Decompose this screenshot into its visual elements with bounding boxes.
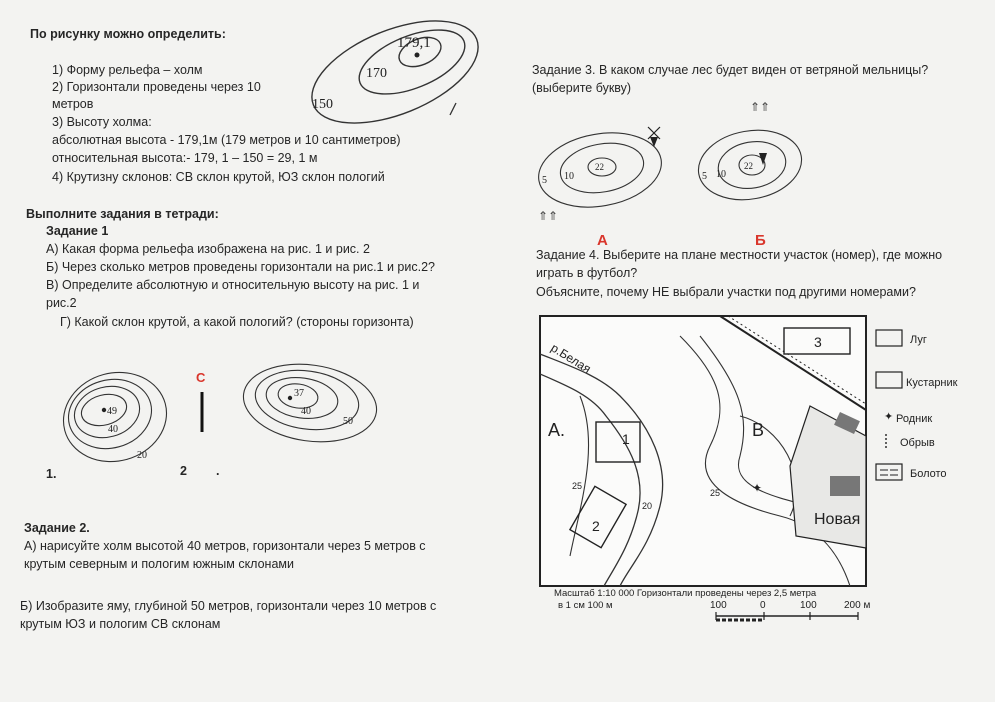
- scale-tick: 100: [710, 600, 727, 611]
- legend-item: Родник: [896, 413, 933, 425]
- task1-item: А) Какая форма рельефа изображена на рис. 1 и рис. 2: [46, 242, 370, 256]
- fig1-number: 1.: [46, 467, 57, 481]
- scale-tick: 200 м: [844, 600, 871, 611]
- fig1-base: 20: [137, 450, 147, 461]
- hill-top-label: 179,1: [397, 35, 431, 51]
- legend-item: Луг: [910, 334, 927, 346]
- intro-item: 4) Крутизну склонов: СВ склон крутой, ЮЗ склон пологий: [52, 170, 385, 184]
- figure-a: [533, 124, 668, 223]
- notebook-title: Выполните задания в тетради:: [26, 207, 219, 221]
- hill-mid-label: 170: [366, 66, 387, 81]
- option-b-label: Б: [755, 232, 766, 249]
- fig2-top: 37: [294, 388, 304, 399]
- task2-a-line: крутым северным и пологим южным склонами: [24, 557, 294, 571]
- intro-item: метров: [52, 97, 94, 111]
- forest-icon: ⇑⇑: [538, 209, 559, 223]
- plot-2-number: 2: [592, 518, 600, 534]
- meadow-legend-icon: [876, 330, 902, 346]
- stray-dot: .: [216, 464, 220, 478]
- fig-b-outer-label: 5: [702, 171, 707, 182]
- task1-item: рис.2: [46, 296, 77, 310]
- contour-label: 25: [710, 488, 721, 498]
- intro-item: 2) Горизонтали проведены через 10: [52, 80, 261, 94]
- task3-figures: [530, 95, 800, 250]
- task4-line: Объясните, почему НЕ выбрали участки под другими номерами?: [536, 285, 916, 299]
- fig-a-mid-label: 10: [564, 171, 574, 182]
- task2-title: Задание 2.: [24, 521, 90, 535]
- task4-line: Задание 4. Выберите на плане местности участок (номер), где можно: [536, 248, 943, 262]
- figure-b: [693, 100, 807, 208]
- fig-a-outer-label: 5: [542, 175, 547, 186]
- task2-b-line: крутым ЮЗ и пологим СВ склонам: [20, 617, 221, 631]
- intro-item: относительная высота:- 179, 1 – 150 = 29, 1 м: [52, 151, 318, 165]
- village-label: Новая: [814, 511, 861, 528]
- legend-item: Обрыв: [900, 437, 935, 449]
- windmill-icon: [759, 153, 767, 165]
- terrain-map: [540, 316, 968, 630]
- plot-1-number: 1: [622, 431, 630, 447]
- intro-item: абсолютная высота - 179,1м (179 метров и 10 сантиметров): [52, 133, 401, 147]
- fig-b-top-label: 22: [744, 161, 753, 171]
- intro-item: 1) Форму рельефа – холм: [52, 63, 203, 77]
- fig1-mid: 40: [108, 424, 118, 435]
- task2-b-line: Б) Изобразите яму, глубиной 50 метров, горизонтали через 10 метров с: [20, 599, 437, 613]
- task3-line: (выберите букву): [532, 81, 632, 95]
- task4-line: играть в футбол?: [536, 266, 638, 280]
- intro-item: 3) Высоту холма:: [52, 115, 152, 129]
- river-label: р.Белая: [548, 340, 594, 377]
- fig1-top: 49: [107, 406, 117, 417]
- hill-base-label: 150: [312, 97, 333, 112]
- fig2-base: 50: [343, 416, 353, 427]
- figure-1-contours: [60, 370, 180, 480]
- intro-title: По рисунку можно определить:: [30, 27, 226, 41]
- scale-line: в 1 см 100 м: [558, 600, 613, 611]
- legend-item: Кустарник: [906, 377, 958, 389]
- scale-tick: 0: [760, 600, 766, 611]
- fig2-number: 2: [180, 464, 187, 478]
- hill-diagram: [300, 22, 490, 122]
- fig-b-mid-label: 10: [716, 169, 726, 180]
- shrub-legend-icon: [876, 372, 902, 388]
- task1-item: В) Определите абсолютную и относительную высоту на рис. 1 и: [46, 278, 420, 292]
- spring-legend-icon: ✦: [884, 411, 894, 423]
- fig2-mid: 40: [301, 406, 311, 417]
- figure-2-contours: [240, 360, 390, 450]
- fig-a-top-label: 22: [595, 162, 604, 172]
- task3-line: Задание 3. В каком случае лес будет виден от ветряной мельницы?: [532, 63, 929, 77]
- map-legend: [876, 330, 958, 480]
- spring-icon: ✦: [752, 481, 763, 495]
- option-a-label: А: [597, 232, 608, 249]
- legend-item: Болото: [910, 468, 947, 480]
- north-arrow-icon: [192, 370, 222, 440]
- task1-title: Задание 1: [46, 224, 109, 238]
- contour-label: 20: [642, 501, 653, 511]
- swamp-legend-icon: [876, 464, 902, 480]
- plot-3-number: 3: [814, 334, 822, 350]
- task2-a-line: А) нарисуйте холм высотой 40 метров, горизонтали через 5 метров с: [24, 539, 426, 553]
- task1-item: Б) Через сколько метров проведены горизонтали на рис.1 и рис.2?: [46, 260, 435, 274]
- forest-icon: ⇑⇑: [750, 100, 771, 114]
- point-b-label: В: [752, 420, 765, 440]
- task1-item: Г) Какой склон крутой, а какой пологий? (стороны горизонта): [60, 315, 414, 329]
- point-a-label: А.: [548, 420, 566, 440]
- windmill-icon: [650, 137, 658, 147]
- scale-tick: 100: [800, 600, 817, 611]
- compass-letter: С: [196, 370, 206, 385]
- scale-line: Масштаб 1:10 000 Горизонтали проведены через 2,5 метра: [554, 588, 817, 599]
- contour-label: 25: [572, 481, 583, 491]
